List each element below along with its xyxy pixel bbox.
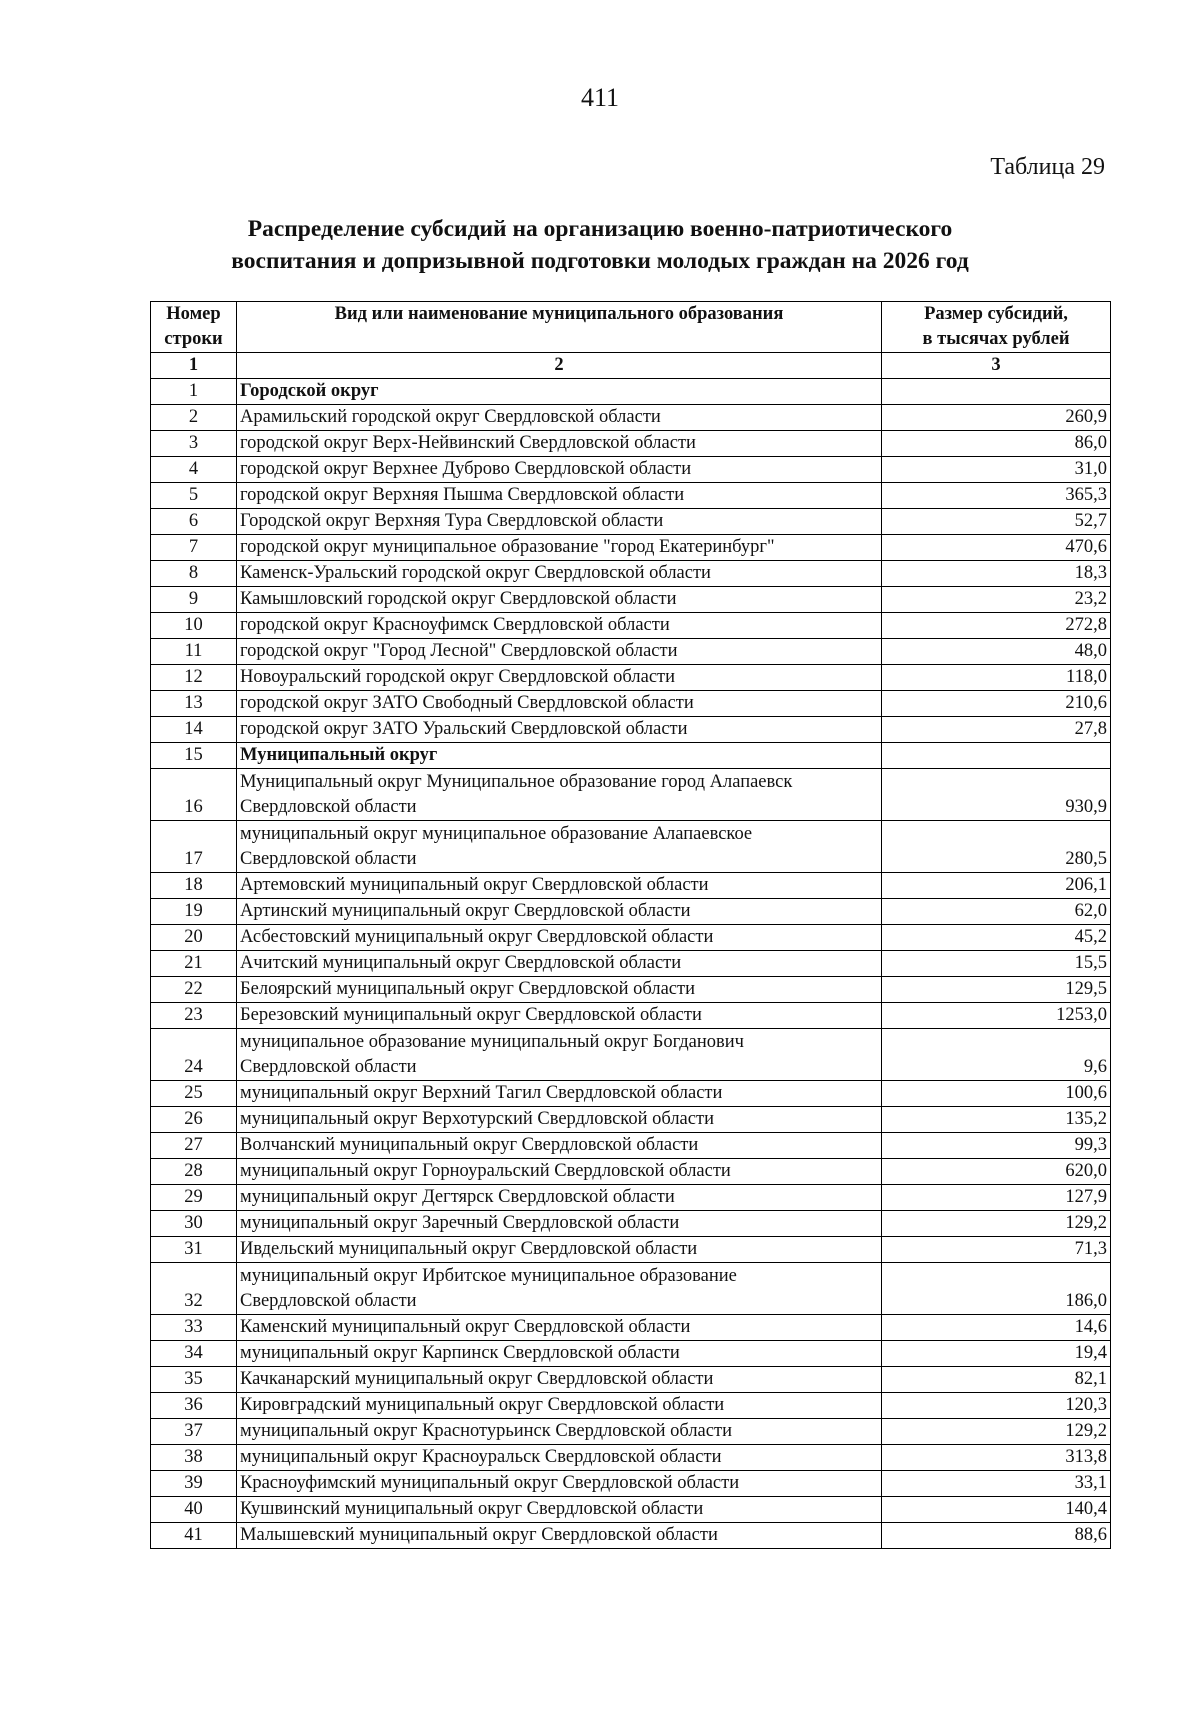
municipality-name — [237, 1029, 882, 1081]
row-number: 30 — [151, 1211, 237, 1237]
subsidy-amount: 48,0 — [882, 639, 1111, 665]
municipality-name — [237, 821, 882, 873]
name-line: Кировградский муниципальный округ Свердловской области — [240, 1395, 725, 1415]
subsidy-amount: 129,2 — [882, 1419, 1111, 1445]
municipality-name — [237, 951, 882, 977]
row-number: 36 — [151, 1393, 237, 1419]
subsidy-amount: 15,5 — [882, 951, 1111, 977]
municipality-name — [237, 769, 882, 821]
header-row-number — [151, 302, 237, 353]
name-line: Городской округ — [240, 381, 379, 401]
subsidy-amount: 260,9 — [882, 405, 1111, 431]
municipality-name — [237, 1237, 882, 1263]
municipality-name — [237, 1315, 882, 1341]
table-row — [151, 1367, 1111, 1393]
subsidy-amount: 930,9 — [882, 769, 1111, 821]
subsidy-amount: 27,8 — [882, 717, 1111, 743]
subsidy-amount: 210,6 — [882, 691, 1111, 717]
municipality-name — [237, 1211, 882, 1237]
table-row — [151, 1445, 1111, 1471]
subsidy-amount: 186,0 — [882, 1263, 1111, 1315]
municipality-name — [237, 379, 882, 405]
municipality-name — [237, 1393, 882, 1419]
row-number: 5 — [151, 483, 237, 509]
subsidy-amount: 14,6 — [882, 1315, 1111, 1341]
table-row — [151, 691, 1111, 717]
municipality-name — [237, 1185, 882, 1211]
subsidy-amount: 127,9 — [882, 1185, 1111, 1211]
name-line: Городской округ Верхняя Тура Свердловской области — [240, 511, 664, 531]
municipality-name — [237, 1471, 882, 1497]
name-line: Муниципальный округ — [240, 745, 438, 765]
column-number-row — [151, 353, 1111, 379]
municipality-name — [237, 873, 882, 899]
municipality-name — [237, 1523, 882, 1549]
table-row — [151, 1497, 1111, 1523]
table-row — [151, 1159, 1111, 1185]
name-line: Красноуфимский муниципальный округ Свердловской области — [240, 1473, 740, 1493]
name-line: Волчанский муниципальный округ Свердловской области — [240, 1135, 699, 1155]
row-number: 23 — [151, 1003, 237, 1029]
subsidy-amount: 9,6 — [882, 1029, 1111, 1081]
municipality-name — [237, 1497, 882, 1523]
subsidy-amount: 100,6 — [882, 1081, 1111, 1107]
table-row — [151, 509, 1111, 535]
table-row — [151, 613, 1111, 639]
table-row — [151, 587, 1111, 613]
table-row — [151, 535, 1111, 561]
row-number: 39 — [151, 1471, 237, 1497]
row-number: 8 — [151, 561, 237, 587]
row-number: 40 — [151, 1497, 237, 1523]
subsidy-amount: 45,2 — [882, 925, 1111, 951]
table-row — [151, 951, 1111, 977]
table-row — [151, 483, 1111, 509]
subsidy-amount: 470,6 — [882, 535, 1111, 561]
municipality-name — [237, 1445, 882, 1471]
subsidy-amount: 52,7 — [882, 509, 1111, 535]
name-line: Камышловский городской округ Свердловской области — [240, 589, 677, 609]
row-number: 12 — [151, 665, 237, 691]
name-line: Кушвинский муниципальный округ Свердловской области — [240, 1499, 704, 1519]
name-line: Ачитский муниципальный округ Свердловской области — [240, 953, 682, 973]
row-number: 13 — [151, 691, 237, 717]
table-row — [151, 665, 1111, 691]
subsidy-amount: 62,0 — [882, 899, 1111, 925]
column-number: 3 — [882, 353, 1111, 379]
section-row — [151, 379, 1111, 405]
column-number: 1 — [151, 353, 237, 379]
table-header-row — [151, 302, 1111, 353]
name-line: Свердловской области — [240, 797, 417, 817]
table-label: Таблица 29 — [990, 154, 1105, 180]
municipality-name — [237, 1107, 882, 1133]
name-line: городской округ муниципальное образование "город Екатеринбург" — [240, 537, 775, 557]
subsidy-amount: 272,8 — [882, 613, 1111, 639]
table-body — [151, 379, 1111, 1549]
name-line: Белоярский муниципальный округ Свердловской области — [240, 979, 695, 999]
subsidy-amount — [882, 379, 1111, 405]
row-number: 29 — [151, 1185, 237, 1211]
municipality-name — [237, 1341, 882, 1367]
name-line: Качканарский муниципальный округ Свердловской области — [240, 1369, 714, 1389]
row-number: 27 — [151, 1133, 237, 1159]
subsidy-amount: 365,3 — [882, 483, 1111, 509]
row-number: 34 — [151, 1341, 237, 1367]
row-number: 1 — [151, 379, 237, 405]
name-line: Березовский муниципальный округ Свердловской области — [240, 1005, 702, 1025]
row-number: 17 — [151, 821, 237, 873]
name-line: Каменск-Уральский городской округ Свердловской области — [240, 563, 711, 583]
header-amount — [882, 302, 1111, 353]
header-text: строки — [164, 329, 223, 349]
municipality-name — [237, 1263, 882, 1315]
subsidy-amount: 118,0 — [882, 665, 1111, 691]
row-number: 22 — [151, 977, 237, 1003]
table-row — [151, 717, 1111, 743]
municipality-name — [237, 899, 882, 925]
row-number: 25 — [151, 1081, 237, 1107]
table-row — [151, 1393, 1111, 1419]
row-number: 41 — [151, 1523, 237, 1549]
name-line: Асбестовский муниципальный округ Свердловской области — [240, 927, 714, 947]
row-number: 19 — [151, 899, 237, 925]
name-line: Арамильский городской округ Свердловской области — [240, 407, 661, 427]
subsidy-amount: 120,3 — [882, 1393, 1111, 1419]
municipality-name — [237, 665, 882, 691]
name-line: муниципальный округ Красноуральск Свердловской области — [240, 1447, 722, 1467]
subsidy-amount: 99,3 — [882, 1133, 1111, 1159]
municipality-name — [237, 405, 882, 431]
table-row — [151, 405, 1111, 431]
name-line: муниципальный округ Заречный Свердловской области — [240, 1213, 680, 1233]
municipality-name — [237, 717, 882, 743]
table-row — [151, 873, 1111, 899]
table-row — [151, 925, 1111, 951]
municipality-name — [237, 639, 882, 665]
table-row — [151, 1341, 1111, 1367]
name-line: городской округ ЗАТО Свободный Свердловской области — [240, 693, 694, 713]
table-row — [151, 769, 1111, 821]
name-line: муниципальный округ Верхний Тагил Свердловской области — [240, 1083, 723, 1103]
subsidy-amount: 82,1 — [882, 1367, 1111, 1393]
row-number: 24 — [151, 1029, 237, 1081]
subsidy-table — [150, 301, 1111, 1549]
municipality-name — [237, 483, 882, 509]
row-number: 33 — [151, 1315, 237, 1341]
name-line: муниципальный округ Ирбитское муниципальное образование — [240, 1266, 737, 1286]
name-line: муниципальный округ Дегтярск Свердловской области — [240, 1187, 675, 1207]
name-line: Каменский муниципальный округ Свердловской области — [240, 1317, 691, 1337]
row-number: 32 — [151, 1263, 237, 1315]
table-row — [151, 1471, 1111, 1497]
municipality-name — [237, 431, 882, 457]
subsidy-amount: 86,0 — [882, 431, 1111, 457]
table-row — [151, 457, 1111, 483]
municipality-name — [237, 1133, 882, 1159]
row-number: 15 — [151, 743, 237, 769]
municipality-name — [237, 587, 882, 613]
table-row — [151, 977, 1111, 1003]
title-line: воспитания и допризывной подготовки молодых граждан на 2026 год — [231, 248, 969, 274]
table-row — [151, 561, 1111, 587]
name-line: городской округ Красноуфимск Свердловской области — [240, 615, 670, 635]
row-number: 38 — [151, 1445, 237, 1471]
subsidy-amount: 129,5 — [882, 977, 1111, 1003]
municipality-name — [237, 1081, 882, 1107]
table-row — [151, 639, 1111, 665]
row-number: 16 — [151, 769, 237, 821]
subsidy-amount: 71,3 — [882, 1237, 1111, 1263]
name-line: муниципальный округ муниципальное образование Алапаевское — [240, 824, 753, 844]
table-row — [151, 1029, 1111, 1081]
page-number: 411 — [580, 83, 620, 112]
municipality-name — [237, 457, 882, 483]
table-row — [151, 431, 1111, 457]
name-line: Малышевский муниципальный округ Свердловской области — [240, 1525, 718, 1545]
table-row — [151, 1523, 1111, 1549]
name-line: муниципальное образование муниципальный округ Богданович — [240, 1032, 744, 1052]
document-title — [150, 213, 1050, 277]
name-line: городской округ "Город Лесной" Свердловской области — [240, 641, 678, 661]
subsidy-amount: 280,5 — [882, 821, 1111, 873]
municipality-name — [237, 691, 882, 717]
municipality-name — [237, 1367, 882, 1393]
row-number: 11 — [151, 639, 237, 665]
table-row — [151, 899, 1111, 925]
municipality-name — [237, 535, 882, 561]
name-line: муниципальный округ Карпинск Свердловской области — [240, 1343, 680, 1363]
municipality-name — [237, 1419, 882, 1445]
name-line: городской округ Верхняя Пышма Свердловской области — [240, 485, 685, 505]
subsidy-amount: 135,2 — [882, 1107, 1111, 1133]
name-line: муниципальный округ Горноуральский Свердловской области — [240, 1161, 731, 1181]
header-text: в тысячах рублей — [922, 329, 1070, 349]
table-row — [151, 1263, 1111, 1315]
municipality-name — [237, 1003, 882, 1029]
municipality-name — [237, 925, 882, 951]
subsidy-amount: 33,1 — [882, 1471, 1111, 1497]
name-line: городской округ Верхнее Дуброво Свердловской области — [240, 459, 692, 479]
name-line: Свердловской области — [240, 1291, 417, 1311]
municipality-name — [237, 509, 882, 535]
table-row — [151, 1237, 1111, 1263]
subsidy-amount: 206,1 — [882, 873, 1111, 899]
row-number: 3 — [151, 431, 237, 457]
title-line: Распределение субсидий на организацию военно-патриотического — [247, 216, 953, 242]
subsidy-amount: 18,3 — [882, 561, 1111, 587]
row-number: 35 — [151, 1367, 237, 1393]
row-number: 14 — [151, 717, 237, 743]
subsidy-amount: 1253,0 — [882, 1003, 1111, 1029]
table-row — [151, 1211, 1111, 1237]
name-line: Артинский муниципальный округ Свердловской области — [240, 901, 691, 921]
row-number: 37 — [151, 1419, 237, 1445]
name-line: Ивдельский муниципальный округ Свердловской области — [240, 1239, 698, 1259]
municipality-name — [237, 561, 882, 587]
name-line: муниципальный округ Верхотурский Свердловской области — [240, 1109, 714, 1129]
subsidy-amount: 19,4 — [882, 1341, 1111, 1367]
header-text: Размер субсидий, — [924, 304, 1068, 324]
row-number: 26 — [151, 1107, 237, 1133]
municipality-name — [237, 613, 882, 639]
row-number: 9 — [151, 587, 237, 613]
name-line: муниципальный округ Краснотурьинск Свердловской области — [240, 1421, 732, 1441]
row-number: 18 — [151, 873, 237, 899]
row-number: 20 — [151, 925, 237, 951]
table-row — [151, 821, 1111, 873]
subsidy-amount: 140,4 — [882, 1497, 1111, 1523]
row-number: 10 — [151, 613, 237, 639]
table-row — [151, 1133, 1111, 1159]
row-number: 4 — [151, 457, 237, 483]
table-row — [151, 1185, 1111, 1211]
subsidy-amount: 313,8 — [882, 1445, 1111, 1471]
row-number: 21 — [151, 951, 237, 977]
header-text: Номер — [166, 304, 221, 324]
row-number: 2 — [151, 405, 237, 431]
name-line: Свердловской области — [240, 1057, 417, 1077]
row-number: 7 — [151, 535, 237, 561]
header-name: Вид или наименование муниципального образования — [237, 302, 882, 353]
subsidy-amount: 31,0 — [882, 457, 1111, 483]
municipality-name — [237, 1159, 882, 1185]
table-row — [151, 1003, 1111, 1029]
municipality-name — [237, 743, 882, 769]
row-number: 31 — [151, 1237, 237, 1263]
name-line: Муниципальный округ Муниципальное образование город Алапаевск — [240, 772, 793, 792]
subsidy-amount: 620,0 — [882, 1159, 1111, 1185]
section-row — [151, 743, 1111, 769]
subsidy-amount — [882, 743, 1111, 769]
name-line: городской округ ЗАТО Уральский Свердловской области — [240, 719, 688, 739]
table-row — [151, 1315, 1111, 1341]
municipality-name — [237, 977, 882, 1003]
subsidy-amount: 23,2 — [882, 587, 1111, 613]
name-line: городской округ Верх-Нейвинский Свердловской области — [240, 433, 696, 453]
table-row — [151, 1081, 1111, 1107]
table-row — [151, 1107, 1111, 1133]
table-row — [151, 1419, 1111, 1445]
name-line: Новоуральский городской округ Свердловской области — [240, 667, 676, 687]
column-number: 2 — [237, 353, 882, 379]
row-number: 28 — [151, 1159, 237, 1185]
name-line: Артемовский муниципальный округ Свердловской области — [240, 875, 709, 895]
name-line: Свердловской области — [240, 849, 417, 869]
row-number: 6 — [151, 509, 237, 535]
subsidy-amount: 129,2 — [882, 1211, 1111, 1237]
subsidy-amount: 88,6 — [882, 1523, 1111, 1549]
